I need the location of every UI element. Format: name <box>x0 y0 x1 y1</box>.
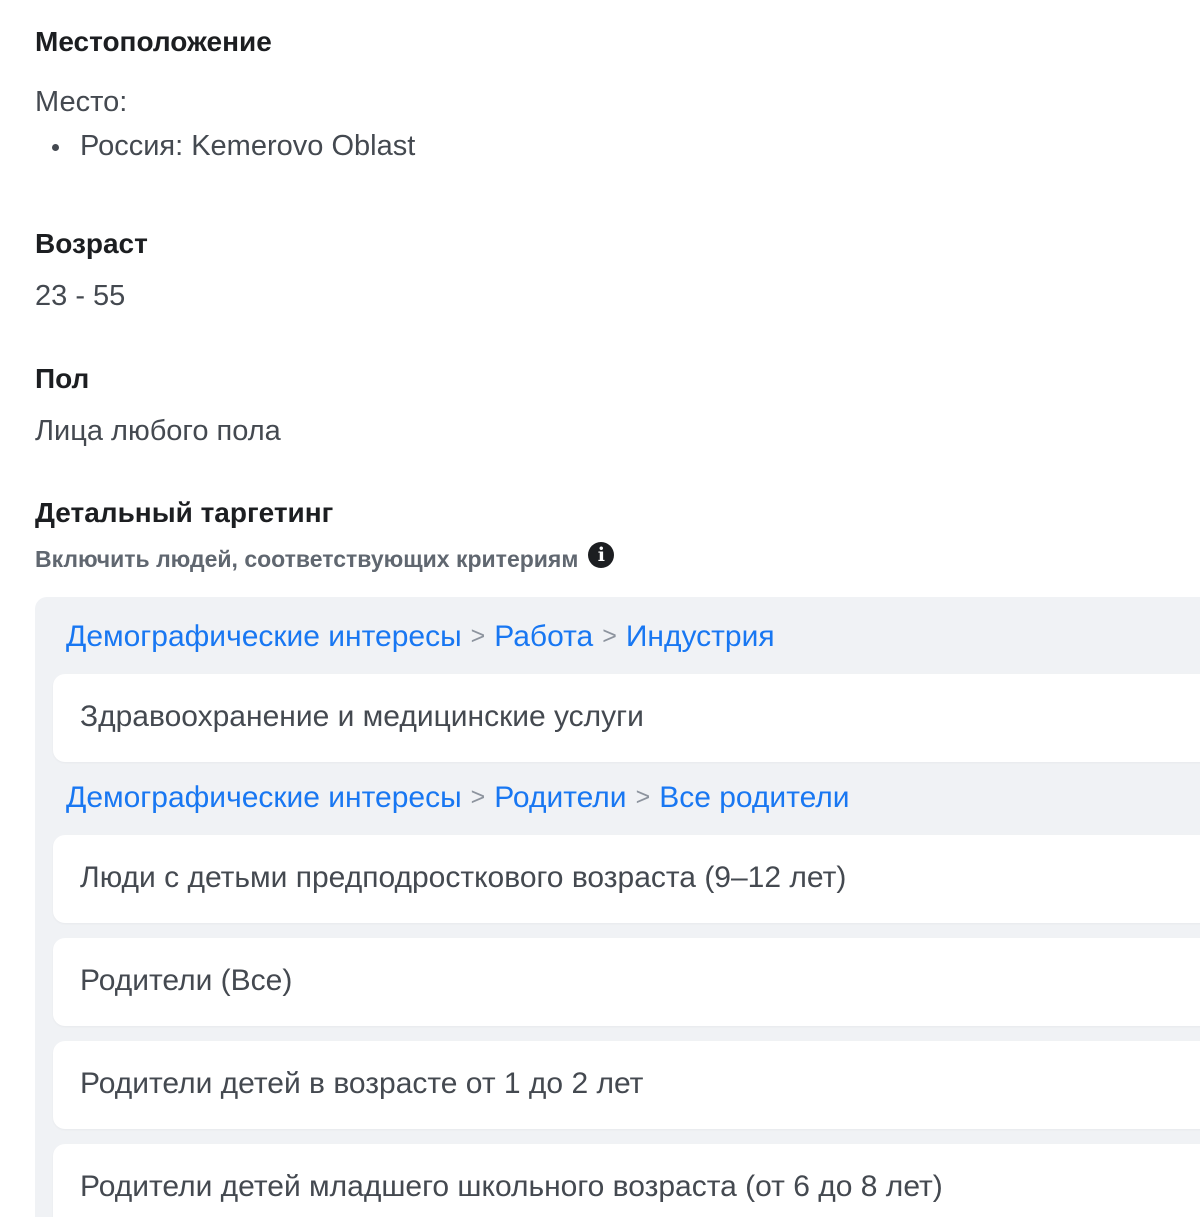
targeting-item-preteen-parents <box>53 835 1200 923</box>
crumb-separator: > <box>470 783 486 811</box>
crumb-separator: > <box>602 622 617 650</box>
targeting-item-toddler-parents <box>53 1041 1200 1129</box>
crumb-work[interactable]: Работа <box>494 620 594 653</box>
location-list <box>35 132 415 161</box>
detailed-targeting-title: Детальный таргетинг <box>35 497 334 528</box>
targeting-item-label: Люди с детьми предподросткового возраста (9–12 лет) <box>80 861 847 894</box>
targeting-item-school-age-parents <box>53 1144 1200 1217</box>
targeting-item-all-parents <box>53 938 1200 1026</box>
age-title: Возраст <box>35 228 148 259</box>
location-item <box>35 132 415 161</box>
detailed-targeting-subtitle <box>35 546 614 572</box>
targeting-panel <box>35 597 1200 1217</box>
crumb-separator: > <box>635 783 651 811</box>
gender-value: Лица любого пола <box>35 415 281 447</box>
crumb-parents[interactable]: Родители <box>494 781 627 814</box>
age-value: 23 - 55 <box>35 280 126 312</box>
crumb-demographics[interactable]: Демографические интересы <box>66 781 462 814</box>
targeting-item-label: Родители детей в возрасте от 1 до 2 лет <box>80 1067 644 1100</box>
location-label: Место: <box>35 86 128 118</box>
gender-title: Пол <box>35 363 90 394</box>
include-criteria-label: Включить людей, соответствующих критериям <box>35 545 579 572</box>
breadcrumb-parents <box>66 783 850 813</box>
targeting-item-healthcare <box>53 674 1200 762</box>
bullet-icon <box>52 144 59 151</box>
info-icon[interactable]: i <box>588 542 614 568</box>
crumb-separator: > <box>470 622 486 650</box>
crumb-industry[interactable]: Индустрия <box>625 620 775 653</box>
breadcrumb-work-industry <box>66 622 775 652</box>
location-item-label: Россия: Kemerovo Oblast <box>80 130 416 162</box>
targeting-item-label: Здравоохранение и медицинские услуги <box>80 700 644 733</box>
crumb-demographics[interactable]: Демографические интересы <box>66 620 462 653</box>
crumb-all-parents[interactable]: Все родители <box>659 781 850 814</box>
targeting-item-label: Родители детей младшего школьного возраста (от 6 до 8 лет) <box>80 1170 943 1203</box>
location-title: Местоположение <box>35 26 272 57</box>
targeting-item-label: Родители (Все) <box>80 964 293 997</box>
